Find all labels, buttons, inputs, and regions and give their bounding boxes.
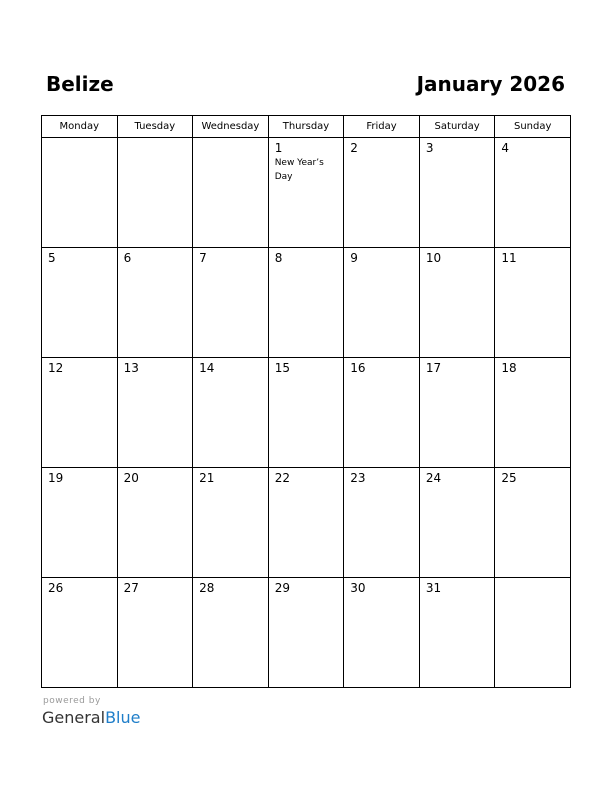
week-row — [42, 248, 571, 358]
brand-name-general: General — [42, 708, 106, 727]
day-number: 5 — [48, 251, 56, 265]
day-number: 3 — [425, 141, 434, 155]
day-cell — [495, 468, 571, 578]
day-cell — [495, 358, 571, 468]
day-cell — [193, 578, 269, 688]
day-number — [495, 578, 570, 581]
week-row — [42, 468, 571, 578]
weekday-header-friday: Friday — [344, 116, 420, 138]
day-cell — [495, 138, 571, 248]
powered-by-label: powered by — [43, 696, 101, 706]
day-number: 18 — [501, 361, 517, 375]
day-number: 17 — [425, 361, 442, 375]
day-number: 8 — [274, 251, 283, 265]
day-number — [42, 138, 117, 141]
day-cell — [344, 578, 420, 688]
weekday-header-saturday: Saturday — [419, 116, 495, 138]
day-number: 29 — [274, 581, 290, 595]
calendar-grid — [41, 115, 571, 688]
weekday-header-monday: Monday — [42, 116, 118, 138]
generalblue-logo[interactable] — [42, 708, 140, 728]
day-cell — [344, 468, 420, 578]
day-cell — [42, 138, 118, 248]
weekday-header-thursday: Thursday — [268, 116, 344, 138]
country-title: Belize — [46, 72, 114, 96]
day-cell — [193, 358, 269, 468]
day-number: 10 — [425, 251, 442, 265]
day-number — [118, 138, 193, 141]
day-number: 7 — [199, 251, 207, 265]
day-number: 12 — [48, 361, 64, 375]
week-row — [42, 358, 571, 468]
weekday-header-row — [42, 116, 571, 138]
day-cell — [42, 248, 118, 358]
day-cell — [117, 578, 193, 688]
day-number: 15 — [274, 361, 290, 375]
day-cell — [344, 248, 420, 358]
day-number: 21 — [199, 471, 215, 485]
day-cell — [495, 248, 571, 358]
day-cell — [193, 468, 269, 578]
day-cell — [117, 358, 193, 468]
week-row — [42, 138, 571, 248]
day-cell — [344, 358, 420, 468]
day-number: 27 — [123, 581, 139, 595]
day-number: 28 — [199, 581, 215, 595]
day-number: 14 — [199, 361, 215, 375]
day-cell — [268, 248, 344, 358]
weekday-header-tuesday: Tuesday — [117, 116, 193, 138]
day-number: 23 — [350, 471, 366, 485]
day-number: 20 — [123, 471, 139, 485]
day-number: 19 — [48, 471, 64, 485]
day-cell — [117, 138, 193, 248]
day-cell — [344, 138, 420, 248]
day-number: 11 — [501, 251, 517, 265]
day-cell — [419, 578, 495, 688]
day-cell — [268, 578, 344, 688]
day-cell — [42, 468, 118, 578]
day-number: 31 — [425, 581, 442, 595]
day-number — [193, 138, 268, 141]
weekday-header-sunday: Sunday — [495, 116, 571, 138]
day-cell — [42, 358, 118, 468]
day-cell — [268, 358, 344, 468]
day-number: 9 — [350, 251, 358, 265]
day-number: 1 — [274, 141, 283, 155]
day-cell — [419, 468, 495, 578]
day-cell — [419, 138, 495, 248]
week-row — [42, 578, 571, 688]
day-cell — [268, 468, 344, 578]
holiday-label: New Year’s Day — [274, 158, 324, 182]
weekday-header-wednesday: Wednesday — [193, 116, 269, 138]
day-cell — [193, 248, 269, 358]
day-cell — [268, 138, 344, 248]
day-number: 24 — [425, 471, 442, 485]
day-cell — [419, 358, 495, 468]
day-cell — [117, 248, 193, 358]
brand-name-blue: Blue — [105, 708, 141, 727]
day-cell — [193, 138, 269, 248]
day-number: 22 — [274, 471, 290, 485]
day-number: 26 — [48, 581, 64, 595]
day-number: 2 — [350, 141, 358, 155]
day-number: 30 — [350, 581, 366, 595]
day-number: 6 — [123, 251, 132, 265]
day-number: 16 — [350, 361, 366, 375]
day-number: 25 — [501, 471, 517, 485]
day-number: 4 — [501, 141, 510, 155]
day-cell — [117, 468, 193, 578]
day-number: 13 — [123, 361, 139, 375]
day-cell — [495, 578, 571, 688]
day-cell — [42, 578, 118, 688]
day-cell — [419, 248, 495, 358]
month-year-title: January 2026 — [416, 72, 565, 96]
